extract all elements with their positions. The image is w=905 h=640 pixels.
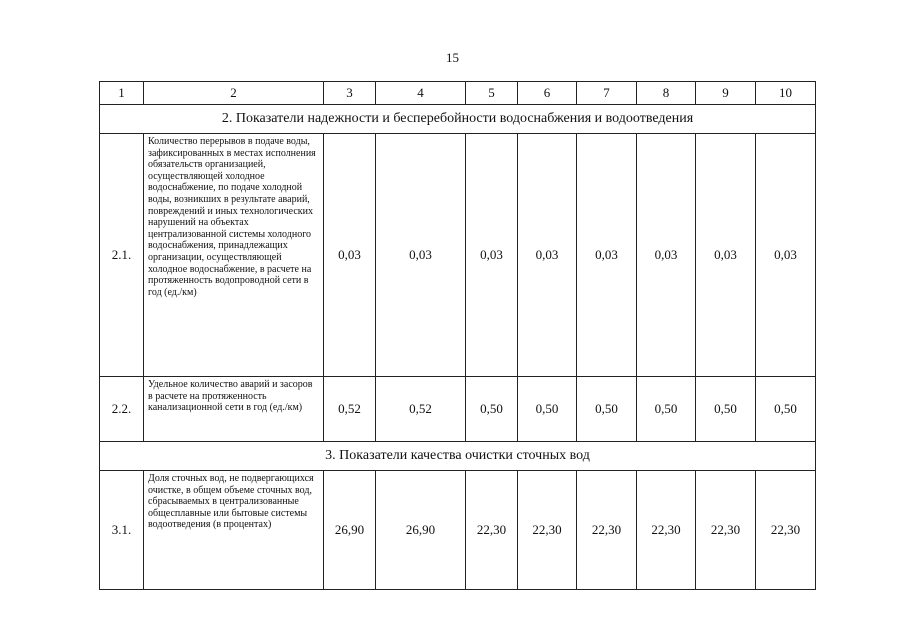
value-cell: 22,30: [466, 471, 518, 590]
value-cell: 0,03: [637, 134, 696, 377]
value-cell: 0,03: [696, 134, 756, 377]
table-row: [100, 134, 816, 377]
value-cell: 26,90: [324, 471, 376, 590]
header-cell: 10: [756, 82, 816, 105]
section-title: 3. Показатели качества очистки сточных вод: [100, 442, 816, 471]
value-cell: 0,03: [324, 134, 376, 377]
row-description: Количество перерывов в подаче воды, зафиксированных в местах исполнения обязательств организацией, осуществляющей холодное водоснабжение, по подаче холодной воды, возникших в результате аварий, повреждений и иных технологических нарушений на объектах централизованной системы холодного водоснабжения, принадлежащих организации, осуществляющей холодное водоснабжение, в расчете на протяженность водопроводной сети в год (ед./км): [144, 134, 324, 377]
value-cell: 0,03: [577, 134, 637, 377]
row-number: 2.1.: [100, 134, 144, 377]
value-cell: 22,30: [637, 471, 696, 590]
value-cell: 0,52: [324, 377, 376, 442]
section-heading-row: [100, 105, 816, 134]
page-number: 15: [446, 50, 459, 65]
header-cell: 8: [637, 82, 696, 105]
header-cell: 9: [696, 82, 756, 105]
table-row: [100, 471, 816, 590]
row-description: Удельное количество аварий и засоров в расчете на протяженность канализационной сети в год (ед./км): [144, 377, 324, 442]
table-row: [100, 377, 816, 442]
value-cell: 0,03: [466, 134, 518, 377]
value-cell: 0,52: [376, 377, 466, 442]
value-cell: 26,90: [376, 471, 466, 590]
value-cell: 0,03: [376, 134, 466, 377]
section-heading-row: [100, 442, 816, 471]
value-cell: 0,50: [466, 377, 518, 442]
indicators-table: [99, 81, 816, 590]
value-cell: 0,50: [756, 377, 816, 442]
header-cell: 1: [100, 82, 144, 105]
row-number: 2.2.: [100, 377, 144, 442]
value-cell: 0,50: [518, 377, 577, 442]
header-row: [100, 82, 816, 105]
value-cell: 0,50: [637, 377, 696, 442]
value-cell: 22,30: [756, 471, 816, 590]
value-cell: 22,30: [518, 471, 577, 590]
section-title: 2. Показатели надежности и бесперебойности водоснабжения и водоотведения: [100, 105, 816, 134]
value-cell: 22,30: [696, 471, 756, 590]
header-cell: 5: [466, 82, 518, 105]
row-number: 3.1.: [100, 471, 144, 590]
value-cell: 0,03: [756, 134, 816, 377]
value-cell: 22,30: [577, 471, 637, 590]
header-cell: 3: [324, 82, 376, 105]
header-cell: 4: [376, 82, 466, 105]
row-description: Доля сточных вод, не подвергающихся очистке, в общем объеме сточных вод, сбрасываемых в централизованные общесплавные или бытовые системы водоотведения (в процентах): [144, 471, 324, 590]
value-cell: 0,03: [518, 134, 577, 377]
value-cell: 0,50: [696, 377, 756, 442]
value-cell: 0,50: [577, 377, 637, 442]
header-cell: 7: [577, 82, 637, 105]
header-cell: 6: [518, 82, 577, 105]
header-cell: 2: [144, 82, 324, 105]
